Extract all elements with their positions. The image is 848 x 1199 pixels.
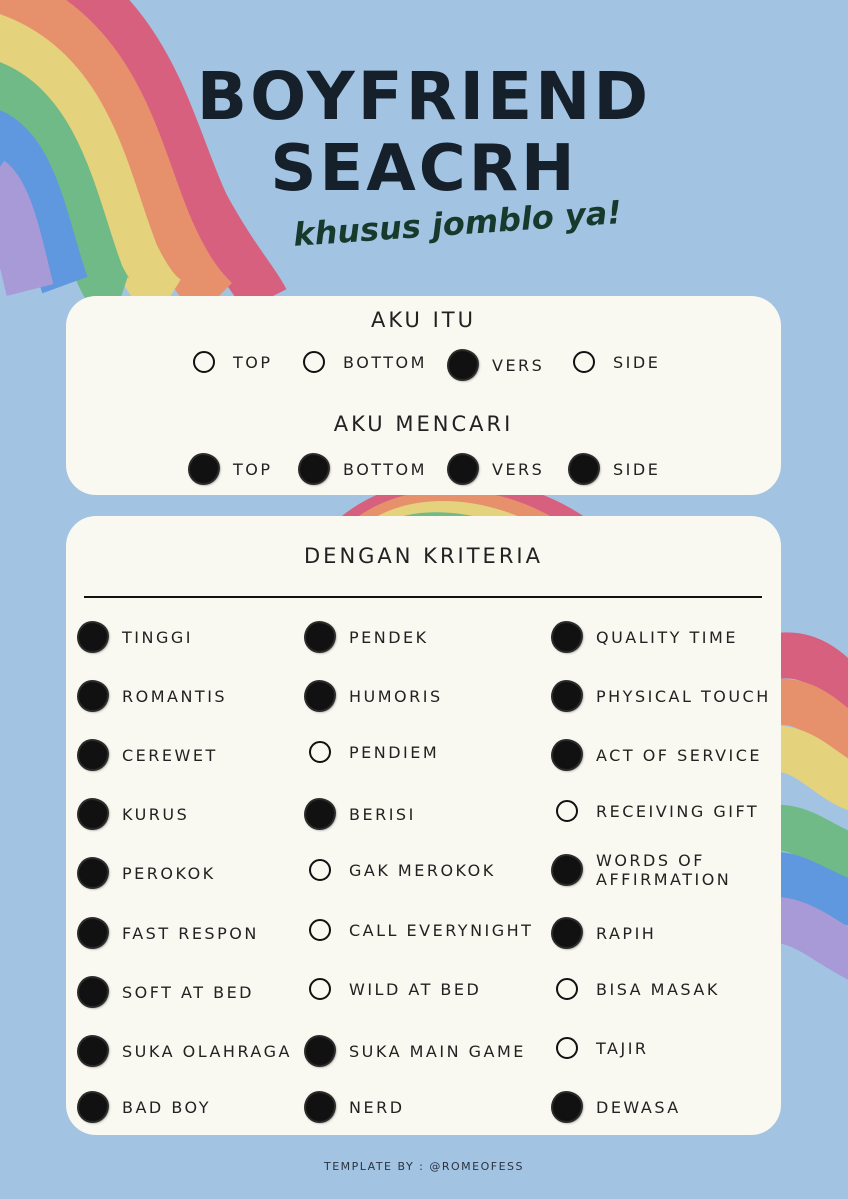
section-heading-aku-itu: AKU ITU <box>370 308 476 332</box>
empty-circle-icon[interactable] <box>193 351 215 373</box>
option-quality-time[interactable] <box>556 623 738 651</box>
option-side[interactable] <box>573 351 660 373</box>
option-berisi[interactable] <box>309 800 416 828</box>
option-tajir[interactable] <box>556 1037 649 1059</box>
checked-circle-icon[interactable] <box>79 978 107 1006</box>
option-receiving-gift[interactable] <box>556 800 759 822</box>
option-bisa-masak[interactable] <box>556 978 720 1000</box>
option-act-of-service[interactable] <box>556 741 762 769</box>
checked-circle-icon[interactable] <box>553 682 581 710</box>
option-suka-olahraga[interactable] <box>82 1037 292 1065</box>
checked-circle-icon[interactable] <box>553 919 581 947</box>
option-wild-at-bed[interactable] <box>309 978 481 1000</box>
option-label: SOFT AT BED <box>122 982 254 1002</box>
criteria-card <box>66 516 781 1135</box>
option-label: CALL EVERYNIGHT <box>349 920 534 940</box>
option-label: BAD BOY <box>122 1097 212 1117</box>
option-label: GAK MEROKOK <box>349 860 496 880</box>
option-label: SUKA MAIN GAME <box>349 1041 526 1061</box>
option-soft-at-bed[interactable] <box>82 978 254 1006</box>
checked-circle-icon[interactable] <box>553 1093 581 1121</box>
page-title-line1: BOYFRIEND <box>196 58 652 135</box>
empty-circle-icon[interactable] <box>309 859 331 881</box>
option-top[interactable] <box>193 455 273 483</box>
option-label: TOP <box>233 459 273 479</box>
option-label: SIDE <box>613 352 661 372</box>
option-label: PENDEK <box>349 627 429 647</box>
checked-circle-icon[interactable] <box>306 623 334 651</box>
checked-circle-icon[interactable] <box>79 1093 107 1121</box>
option-rapih[interactable] <box>556 919 656 947</box>
option-label: RAPIH <box>596 923 657 943</box>
option-label: WORDS OF AFFIRMATION <box>596 851 732 889</box>
checked-circle-icon[interactable] <box>570 455 598 483</box>
option-nerd[interactable] <box>309 1093 405 1121</box>
checked-circle-icon[interactable] <box>306 1093 334 1121</box>
checked-circle-icon[interactable] <box>553 856 581 884</box>
checked-circle-icon[interactable] <box>306 1037 334 1065</box>
option-label: CEREWET <box>122 745 218 765</box>
empty-circle-icon[interactable] <box>309 978 331 1000</box>
option-label: HUMORIS <box>349 686 443 706</box>
empty-circle-icon[interactable] <box>309 741 331 763</box>
option-label: ROMANTIS <box>122 686 228 706</box>
checked-circle-icon[interactable] <box>79 859 107 887</box>
empty-circle-icon[interactable] <box>303 351 325 373</box>
option-vers[interactable] <box>452 351 544 379</box>
option-words-of-affirmation[interactable] <box>556 851 756 889</box>
checked-circle-icon[interactable] <box>79 800 107 828</box>
option-label: ACT OF SERVICE <box>596 745 763 765</box>
checked-circle-icon[interactable] <box>553 623 581 651</box>
option-label: PEROKOK <box>122 863 216 883</box>
option-tinggi[interactable] <box>82 623 193 651</box>
empty-circle-icon[interactable] <box>573 351 595 373</box>
option-label: WILD AT BED <box>349 979 482 999</box>
option-cerewet[interactable] <box>82 741 218 769</box>
option-label: QUALITY TIME <box>596 627 738 647</box>
option-label: BISA MASAK <box>596 979 720 999</box>
empty-circle-icon[interactable] <box>309 919 331 941</box>
checked-circle-icon[interactable] <box>449 455 477 483</box>
option-pendek[interactable] <box>309 623 429 651</box>
option-kurus[interactable] <box>82 800 189 828</box>
divider <box>84 596 762 598</box>
checked-circle-icon[interactable] <box>79 623 107 651</box>
option-label: BOTTOM <box>343 352 427 372</box>
option-label: VERS <box>492 355 545 375</box>
checked-circle-icon[interactable] <box>79 741 107 769</box>
role-card <box>66 296 781 495</box>
empty-circle-icon[interactable] <box>556 800 578 822</box>
section-heading-kriteria: DENGAN KRITERIA <box>304 544 543 568</box>
empty-circle-icon[interactable] <box>556 978 578 1000</box>
option-label: BOTTOM <box>343 459 427 479</box>
option-bad-boy[interactable] <box>82 1093 211 1121</box>
option-label: FAST RESPON <box>122 923 259 943</box>
checked-circle-icon[interactable] <box>300 455 328 483</box>
option-fast-respon[interactable] <box>82 919 259 947</box>
option-gak-merokok[interactable] <box>309 859 496 881</box>
option-dewasa[interactable] <box>556 1093 681 1121</box>
option-romantis[interactable] <box>82 682 227 710</box>
option-label: SIDE <box>613 459 661 479</box>
option-suka-main-game[interactable] <box>309 1037 526 1065</box>
option-label: NERD <box>349 1097 405 1117</box>
empty-circle-icon[interactable] <box>556 1037 578 1059</box>
option-bottom[interactable] <box>303 455 427 483</box>
subtitle: khusus jomblo ya! <box>292 193 624 254</box>
option-label: RECEIVING GIFT <box>596 801 760 821</box>
option-label: DEWASA <box>596 1097 681 1117</box>
option-perokok[interactable] <box>82 859 216 887</box>
option-bottom[interactable] <box>303 351 427 373</box>
section-heading-aku-mencari: AKU MENCARI <box>333 412 514 436</box>
footer-credit: TEMPLATE BY : @ROMEOFESS <box>323 1160 525 1173</box>
option-label: TOP <box>233 352 273 372</box>
option-physical-touch[interactable] <box>556 682 771 710</box>
option-label: PHYSICAL TOUCH <box>596 686 771 706</box>
checked-circle-icon[interactable] <box>306 682 334 710</box>
option-side[interactable] <box>573 455 660 483</box>
page-title-line2: SEACRH <box>270 132 578 206</box>
checked-circle-icon[interactable] <box>190 455 218 483</box>
checked-circle-icon[interactable] <box>306 800 334 828</box>
checked-circle-icon[interactable] <box>79 919 107 947</box>
checked-circle-icon[interactable] <box>79 682 107 710</box>
option-label: TINGGI <box>122 627 193 647</box>
checked-circle-icon[interactable] <box>449 351 477 379</box>
option-pendiem[interactable] <box>309 741 439 763</box>
option-top[interactable] <box>193 351 273 373</box>
option-vers[interactable] <box>452 455 544 483</box>
option-label: SUKA OLAHRAGA <box>122 1041 292 1061</box>
checked-circle-icon[interactable] <box>79 1037 107 1065</box>
option-label: PENDIEM <box>349 742 440 762</box>
option-call-everynight[interactable] <box>309 919 533 941</box>
checked-circle-icon[interactable] <box>553 741 581 769</box>
option-humoris[interactable] <box>309 682 443 710</box>
option-label: TAJIR <box>596 1038 649 1058</box>
option-label: BERISI <box>349 804 416 824</box>
option-label: VERS <box>492 459 545 479</box>
option-label: KURUS <box>122 804 190 824</box>
